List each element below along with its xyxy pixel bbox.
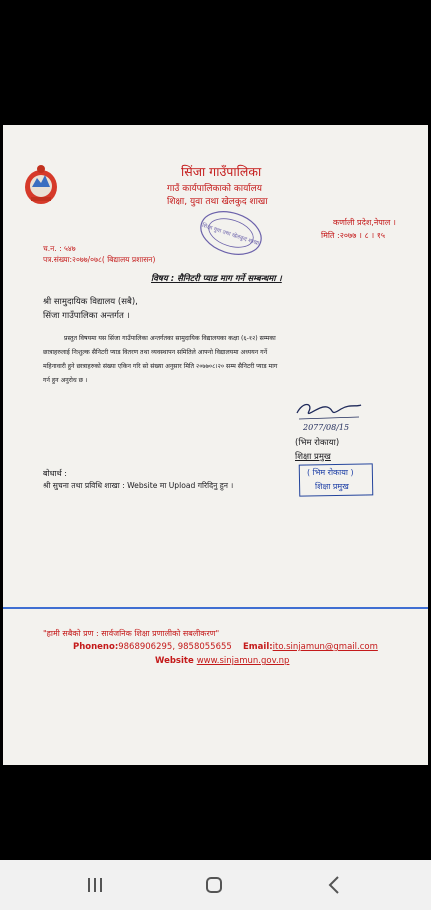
patra-sankhya: पत्र.संख्या:२०७७/०७८( बिद्यालय प्रशासन) — [43, 255, 156, 264]
recipient-line-2: सिंजा गाउँपालिका अन्तर्गत । — [43, 311, 130, 321]
stamp-signatory-title: शिक्षा प्रमुख — [315, 482, 349, 491]
letter-date: मिति :२०७७ । ८ । १५ — [321, 231, 386, 240]
signatory-title: शिक्षा प्रमुख — [295, 452, 331, 462]
stamp-signatory-name: ( भिम रोकाया ) — [307, 468, 354, 477]
handwritten-signature — [293, 397, 365, 433]
recipient-line-1: श्री सामुदायिक विद्यालय (सबै), — [43, 297, 138, 307]
footer-email — [243, 642, 378, 652]
back-icon[interactable] — [320, 874, 350, 896]
signatory-name: (भिम रोकाया) — [295, 438, 340, 448]
footer-website — [155, 656, 289, 666]
department-name: शिक्षा, युवा तथा खेलकुद शाखा — [167, 197, 268, 207]
phone-value: 9868906295, 9858055655 — [118, 642, 232, 652]
body-line-1: प्रस्तुत विषयमा यस सिंजा गाउँपालिका अन्तर्गतका सामुदायिक विद्यालयका कक्षा (६-१२) सम्मका — [64, 335, 276, 342]
website-link[interactable]: www.sinjamun.gov.np — [196, 656, 290, 666]
home-icon[interactable] — [199, 874, 229, 896]
province-label: कर्णाली प्रदेश,नेपाल । — [333, 218, 396, 227]
body-line-3: महिनावारी हुने छात्राहरुको संख्या एकिन गरि सो संख्या अनुसार मिति २०७७०८।२० सम्म सैनिटरी प्याड माग — [43, 363, 278, 370]
bodharth-line: श्री सुचना तथा प्रविधि शाखा : Website मा Upload गरिदिनु हुन । — [43, 481, 234, 490]
signature-date: 2077/08/15 — [303, 423, 350, 432]
footer-phone — [73, 642, 232, 652]
body-line-2: छात्राहरुलाई निःशुल्क सैनिटरी प्याड वितरण तथा व्यवस्थापन समितिले आफ्नो विद्यालयमा अध्ययन गर्ने — [43, 349, 268, 356]
bodharth-label: बोधार्थ : — [43, 469, 67, 478]
website-label: Website — [155, 656, 194, 666]
nepal-emblem-icon — [23, 163, 59, 207]
recent-apps-icon[interactable] — [80, 874, 110, 896]
stamp-text: शिक्षा युवा तथा खेलकुद शाखा — [201, 222, 260, 247]
chalani-number: च.न. : ५४७ — [43, 244, 76, 253]
footer-divider — [3, 607, 428, 609]
body-line-4: गर्न हुन अनुरोध छ । — [43, 377, 88, 384]
android-navigation-bar — [0, 860, 431, 910]
office-stamp — [195, 207, 267, 259]
email-link[interactable]: ito.sinjamun@gmail.com — [272, 642, 378, 652]
footer-slogan: "हामी सबैको प्रण : सार्वजनिक शिक्षा प्रणालीको सबलीकरण" — [43, 629, 220, 638]
phone-label: Phoneno: — [73, 642, 119, 652]
letter-document — [3, 125, 428, 765]
office-subtitle: गाउँ कार्यपालिकाको कार्यालय — [167, 184, 262, 194]
subject-line: विषय : सैनिटरी प्याड माग गर्ने सम्बन्धमा । — [151, 274, 282, 284]
office-name: सिंजा गाउँपालिका — [181, 164, 262, 179]
email-label: Email: — [243, 642, 273, 652]
